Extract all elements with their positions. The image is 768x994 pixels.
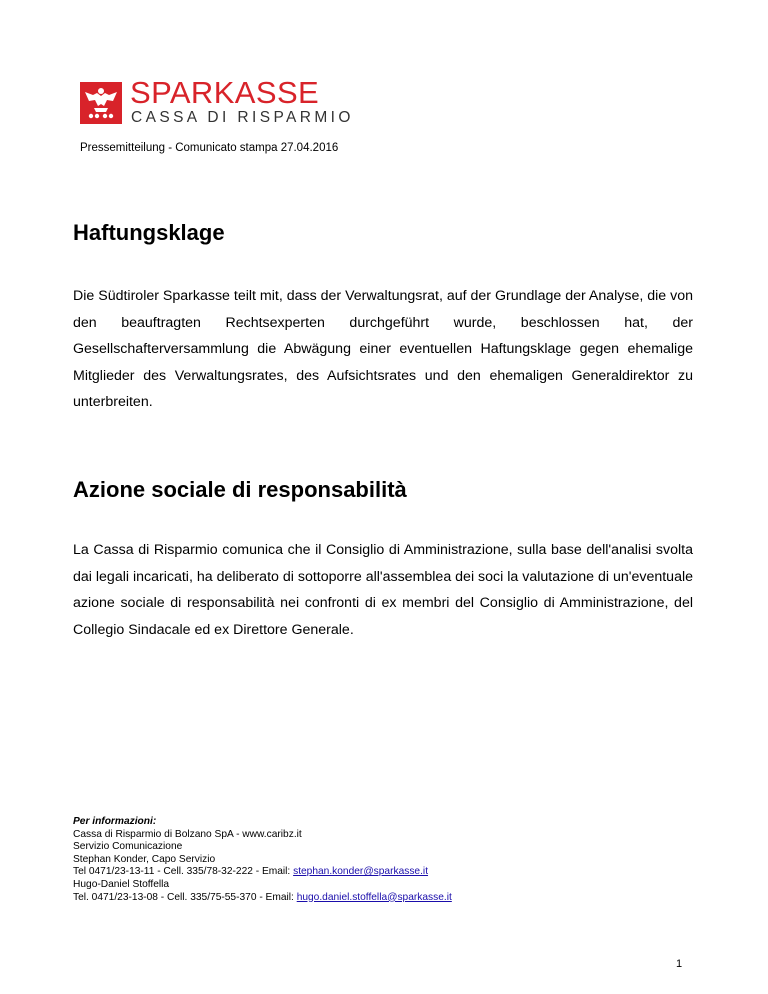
contact-line-phone-1	[73, 866, 452, 879]
email-link-2[interactable]: hugo.daniel.stoffella@sparkasse.it	[296, 891, 452, 903]
contact-block	[73, 816, 452, 904]
contact-line-person-1: Stephan Konder, Capo Servizio	[73, 853, 216, 865]
email-link-1[interactable]: stephan.konder@sparkasse.it	[293, 866, 429, 878]
contact-line-phone-2	[73, 892, 452, 905]
contact-phone-2: Tel. 0471/23-13-08 - Cell. 335/75-55-370 - Email:	[73, 891, 297, 903]
contact-phone-1: Tel 0471/23-13-11 - Cell. 335/78-32-222 - Email:	[73, 866, 294, 878]
logo-name: SPARKASSE	[130, 75, 320, 110]
eagle-emblem-icon	[80, 82, 122, 124]
german-title: Haftungsklage	[73, 220, 225, 245]
contact-line-person-2: Hugo-Daniel Stoffella	[73, 878, 170, 890]
press-release-date: Pressemitteilung - Comunicato stampa 27.04.2016	[80, 142, 339, 154]
contact-label: Per informazioni:	[73, 816, 157, 827]
contact-line-company: Cassa di Risparmio di Bolzano SpA - www.caribz.it	[73, 828, 302, 840]
page-number: 1	[676, 958, 683, 970]
italian-title: Azione sociale di responsabilità	[73, 477, 407, 502]
logo-subtitle: CASSA DI RISPARMIO	[131, 109, 354, 126]
german-paragraph: Die Südtiroler Sparkasse teilt mit, dass der Verwaltungsrat, auf der Grundlage der Analyse, die von den beauftragten Rechtsexperten durchgeführt wurde, beschlossen hat, der Gesellschafterversammlung die Abwägung einer eventuellen Haftungsklage gegen ehemalige Mitglieder des Verwaltungsrates, des Aufsichtsrates und den ehemaligen Generaldirektor zu unterbreiten.	[73, 288, 693, 410]
italian-paragraph: La Cassa di Risparmio comunica che il Consiglio di Amministrazione, sulla base dell'analisi svolta dai legali incaricati, ha deliberato di sottoporre all'assemblea dei soci la valutazione di un'eventuale azione sociale di responsabilità nei confronti di ex membri del Consiglio di Amministrazione, del Collegio Sindacale ed ex Direttore Generale.	[73, 542, 693, 638]
contact-line-department: Servizio Comunicazione	[73, 841, 183, 853]
sparkasse-logo	[80, 75, 360, 126]
